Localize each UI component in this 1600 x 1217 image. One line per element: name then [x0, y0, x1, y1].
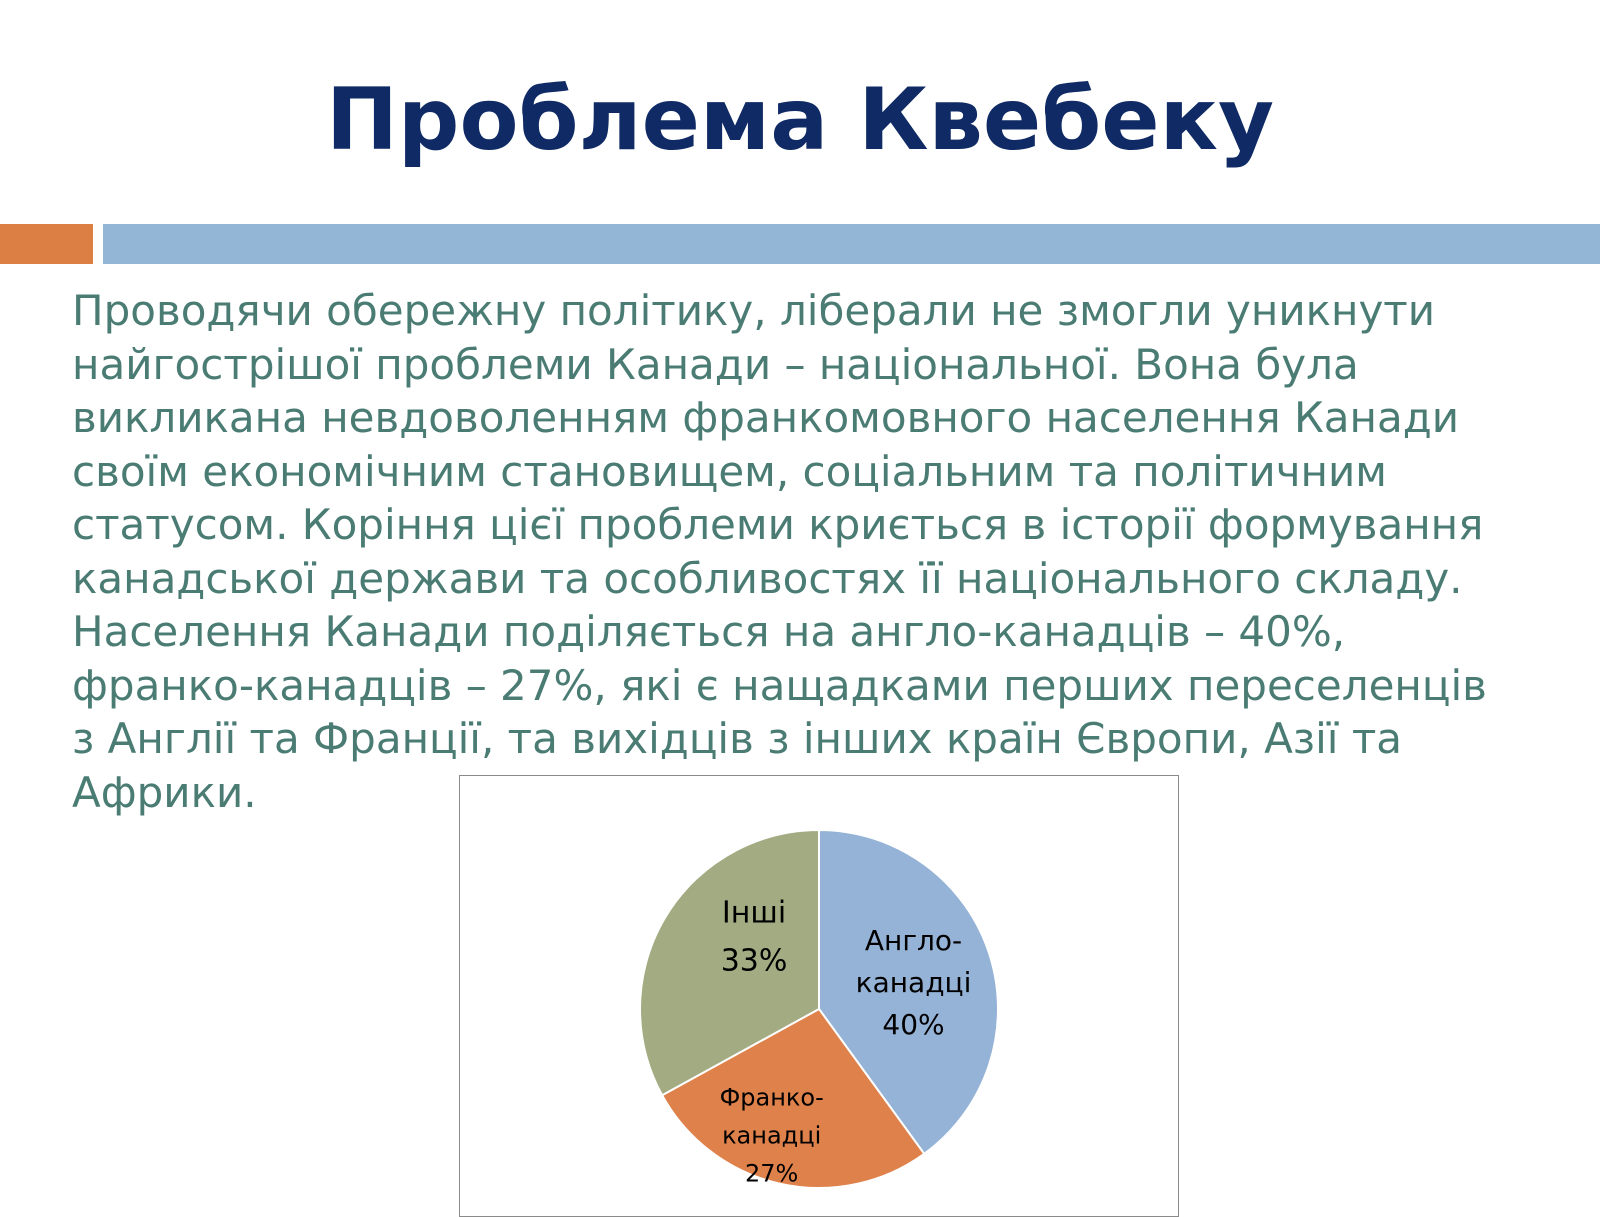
pie-slice-label: Англо-канадці 40%	[855, 924, 972, 1042]
pie-slice-label: Інші 33%	[720, 895, 788, 979]
accent-bar-blue	[103, 224, 1600, 264]
slide-title: Проблема Квебеку	[325, 70, 1275, 170]
accent-bar-orange	[0, 224, 93, 264]
pie-chart	[459, 775, 1179, 1217]
pie-chart-plot	[460, 776, 1178, 1201]
pie-slice-label: Франко-канадці 27%	[719, 1083, 824, 1188]
body-paragraph: Проводячи обережну політику, ліберали не змогли уникнути найгострішої проблеми Канади – національної. Вона була викликана невдоволенням франкомовного населення Канади своїм економічним становищем, соціальним та політичним статусом. Коріння цієї проблеми криється в історії формування канадської держави та особливостях її національного складу. Населення Канади поділяється на англо-канадців – 40%, франко-канадців – 27%, які є нащадками перших переселенців з Англії та Франції, та вихідців з інших країн Європи, Азії та Африки.	[72, 286, 1487, 817]
